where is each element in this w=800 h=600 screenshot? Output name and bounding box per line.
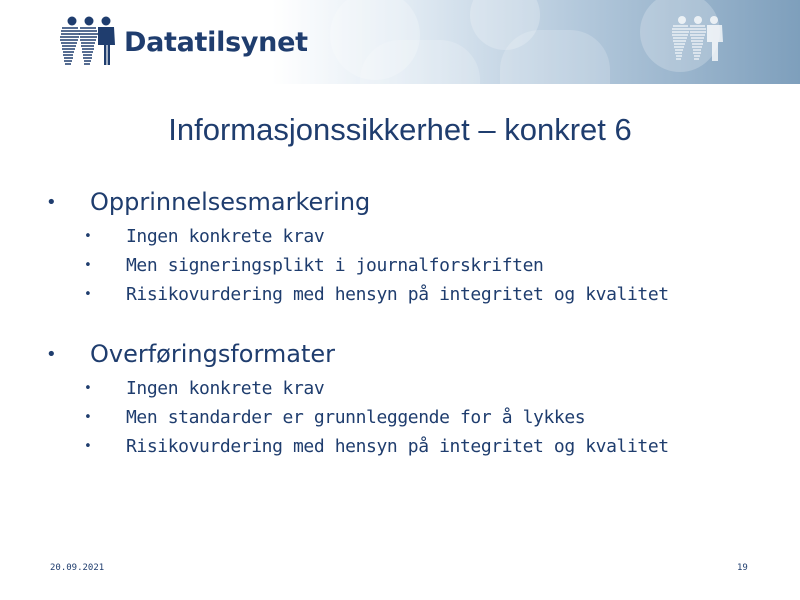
bullet: • (84, 287, 92, 302)
bullet: • (84, 258, 92, 273)
bullet: • (46, 192, 57, 213)
section-heading-text: Overføringsformater (90, 340, 336, 368)
slide-title: Informasjonssikkerhet – konkret 6 (168, 112, 632, 147)
decor-figure (360, 40, 480, 84)
header-banner (0, 0, 800, 84)
bullet: • (84, 381, 92, 396)
list-item-text: Ingen konkrete krav (126, 378, 325, 399)
list-item-text: Men signeringsplikt i journalforskriften (126, 255, 544, 276)
list-item-text: Ingen konkrete krav (126, 226, 325, 247)
bullet: • (84, 229, 92, 244)
list-item-text: Risikovurdering med hensyn på integritet og kvalitet (126, 436, 669, 457)
footer-page-number: 19 (737, 563, 748, 573)
list-item-text: Men standarder er grunnleggende for å lykkes (126, 407, 586, 428)
list-item-text: Risikovurdering med hensyn på integritet og kvalitet (126, 284, 669, 305)
decor-figure (500, 30, 610, 84)
figures-watermark-icon (668, 14, 732, 66)
section-heading-text: Opprinnelsesmarkering (90, 188, 371, 216)
logo-text: Datatilsynet (124, 26, 308, 58)
bullet: • (84, 439, 92, 454)
datatilsynet-figures-icon (58, 15, 122, 69)
footer-date: 20.09.2021 (50, 563, 105, 573)
bullet: • (46, 344, 57, 365)
bullet: • (84, 410, 92, 425)
logo (58, 14, 308, 70)
